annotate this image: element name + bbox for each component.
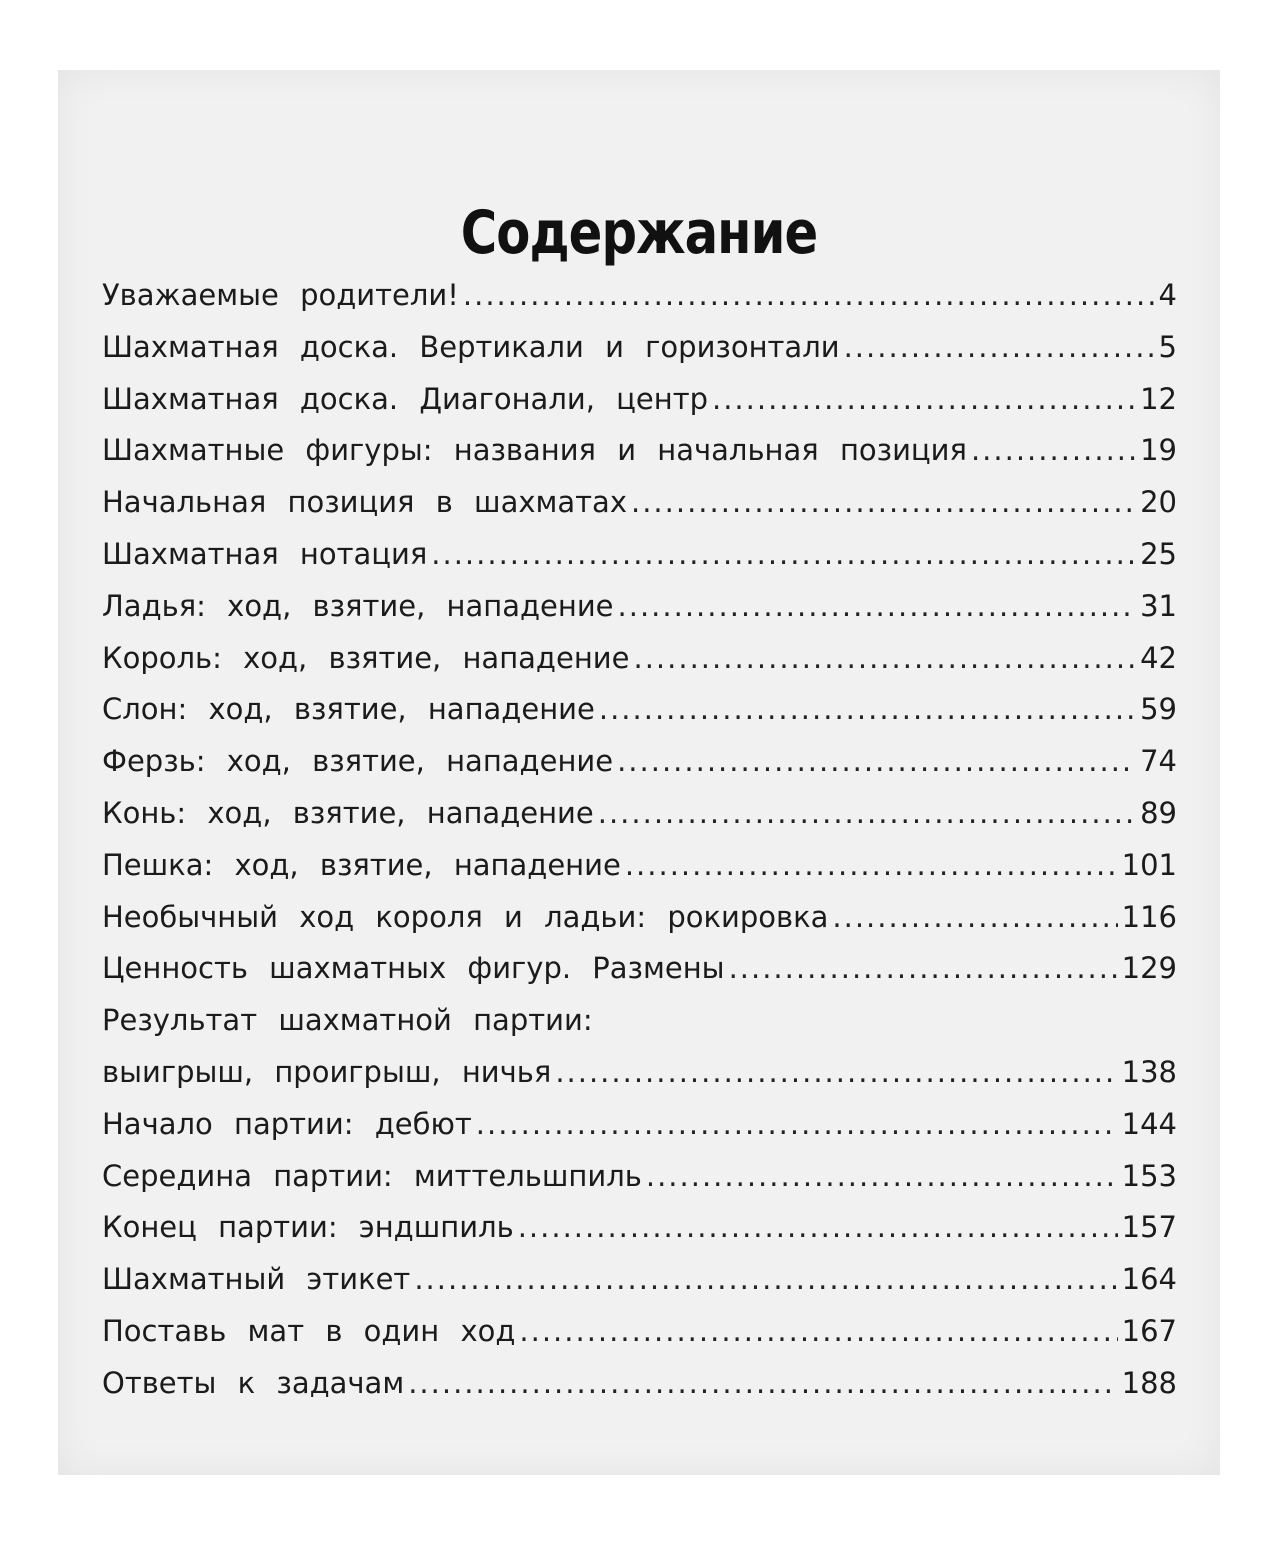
toc-entry[interactable] <box>102 1210 1177 1262</box>
toc-entry-title: Пешка: ход, взятие, нападение <box>102 847 621 882</box>
toc-entry-page-number: 138 <box>1121 1054 1177 1089</box>
dot-leader <box>518 1210 1118 1244</box>
toc-entry[interactable] <box>102 744 1177 796</box>
toc-entry-title: Поставь мат в один ход <box>102 1313 516 1348</box>
toc-entry-title: Шахматные фигуры: названия и начальная позиция <box>102 433 967 468</box>
toc-entry[interactable] <box>102 641 1177 693</box>
toc-entry-page-number: 74 <box>1140 744 1177 779</box>
toc-entry[interactable] <box>102 278 1177 330</box>
toc-entry[interactable] <box>102 1159 1177 1211</box>
toc-entry-page-number: 4 <box>1158 278 1177 312</box>
dot-leader <box>431 537 1136 571</box>
toc-entry-title: Начальная позиция в шахматах <box>102 485 627 520</box>
toc-entry-title: Шахматная доска. Вертикали и горизонтали <box>102 329 840 364</box>
dot-leader <box>618 589 1137 623</box>
dot-leader <box>555 1055 1117 1089</box>
toc-entry[interactable] <box>102 330 1177 382</box>
toc-entry[interactable] <box>102 1003 1177 1055</box>
toc-entry-page-number: 101 <box>1121 847 1177 882</box>
toc-entry-title: Конь: ход, взятие, нападение <box>102 795 594 830</box>
toc-entry[interactable] <box>102 1262 1177 1314</box>
dot-leader <box>598 796 1136 830</box>
toc-entry[interactable] <box>102 951 1177 1003</box>
toc-entry[interactable] <box>102 537 1177 589</box>
toc-entry-page-number: 89 <box>1140 795 1177 830</box>
toc-entry-page-number: 167 <box>1121 1313 1177 1348</box>
toc-entry[interactable] <box>102 796 1177 848</box>
dot-leader <box>631 485 1136 519</box>
dot-leader <box>625 848 1118 882</box>
toc-entry-title: Уважаемые родители! <box>102 278 459 312</box>
toc-entry-title: Ладья: ход, взятие, нападение <box>102 588 614 623</box>
toc-entry-title: Ферзь: ход, взятие, нападение <box>102 744 614 779</box>
toc-entry[interactable] <box>102 1055 1177 1107</box>
toc-entry-page-number: 25 <box>1140 536 1177 571</box>
toc-entry[interactable] <box>102 485 1177 537</box>
toc-entry[interactable] <box>102 1314 1177 1366</box>
toc-entry-page-number: 144 <box>1121 1106 1177 1141</box>
toc-entry[interactable] <box>102 848 1177 900</box>
toc-entry-page-number: 42 <box>1140 640 1177 675</box>
dot-leader <box>617 744 1136 778</box>
toc-entry-title: Начало партии: дебют <box>102 1106 472 1141</box>
toc-entry[interactable] <box>102 589 1177 641</box>
toc-entry-title: Конец партии: эндшпиль <box>102 1210 514 1245</box>
toc-entry-page-number: 153 <box>1121 1158 1177 1193</box>
dot-leader <box>408 1366 1117 1400</box>
toc-entry-title: Слон: ход, взятие, нападение <box>102 692 595 727</box>
dot-leader <box>646 1159 1118 1193</box>
dot-leader <box>712 382 1136 416</box>
toc-entry-page-number: 59 <box>1140 692 1177 727</box>
toc-entry-page-number: 12 <box>1140 381 1177 416</box>
table-of-contents <box>102 278 1177 1418</box>
dot-leader <box>599 692 1136 726</box>
toc-entry[interactable] <box>102 1107 1177 1159</box>
toc-entry-page-number: 129 <box>1121 951 1177 986</box>
toc-entry[interactable] <box>102 433 1177 485</box>
toc-entry[interactable] <box>102 382 1177 434</box>
dot-leader <box>832 900 1117 934</box>
toc-entry-page-number: 157 <box>1121 1210 1177 1245</box>
dot-leader <box>729 951 1118 985</box>
dot-leader <box>414 1262 1117 1296</box>
toc-entry-page-number: 164 <box>1121 1262 1177 1297</box>
dot-leader <box>633 641 1136 675</box>
dot-leader <box>463 278 1155 312</box>
toc-entry-title: Ценность шахматных фигур. Размены <box>102 951 725 986</box>
toc-entry-title: Середина партии: миттельшпиль <box>102 1158 642 1193</box>
toc-entry-page-number: 116 <box>1121 899 1177 934</box>
toc-entry-page-number: 20 <box>1140 485 1177 520</box>
toc-entry-title: Шахматный этикет <box>102 1262 411 1297</box>
dot-leader <box>844 330 1155 364</box>
toc-entry-title: Король: ход, взятие, нападение <box>102 640 630 675</box>
dot-leader <box>971 433 1136 467</box>
toc-entry-title: Необычный ход короля и ладьи: рокировка <box>102 899 829 934</box>
page-title: Содержание <box>460 198 818 269</box>
toc-entry-page-number: 19 <box>1140 433 1177 468</box>
toc-entry-page-number: 31 <box>1140 588 1177 623</box>
toc-entry-page-number: 188 <box>1121 1365 1177 1400</box>
toc-entry[interactable] <box>102 900 1177 952</box>
toc-entry-title: Ответы к задачам <box>102 1365 405 1400</box>
toc-entry[interactable] <box>102 1366 1177 1418</box>
toc-entry-title: Шахматная нотация <box>102 536 428 571</box>
toc-entry[interactable] <box>102 692 1177 744</box>
toc-entry-title: Шахматная доска. Диагонали, центр <box>102 381 708 416</box>
toc-entry-page-number: 5 <box>1158 329 1177 364</box>
toc-entry-title: Результат шахматной партии: <box>102 1003 593 1038</box>
toc-entry-title: выигрыш, проигрыш, ничья <box>102 1054 552 1089</box>
dot-leader <box>476 1107 1118 1141</box>
dot-leader <box>519 1314 1117 1348</box>
